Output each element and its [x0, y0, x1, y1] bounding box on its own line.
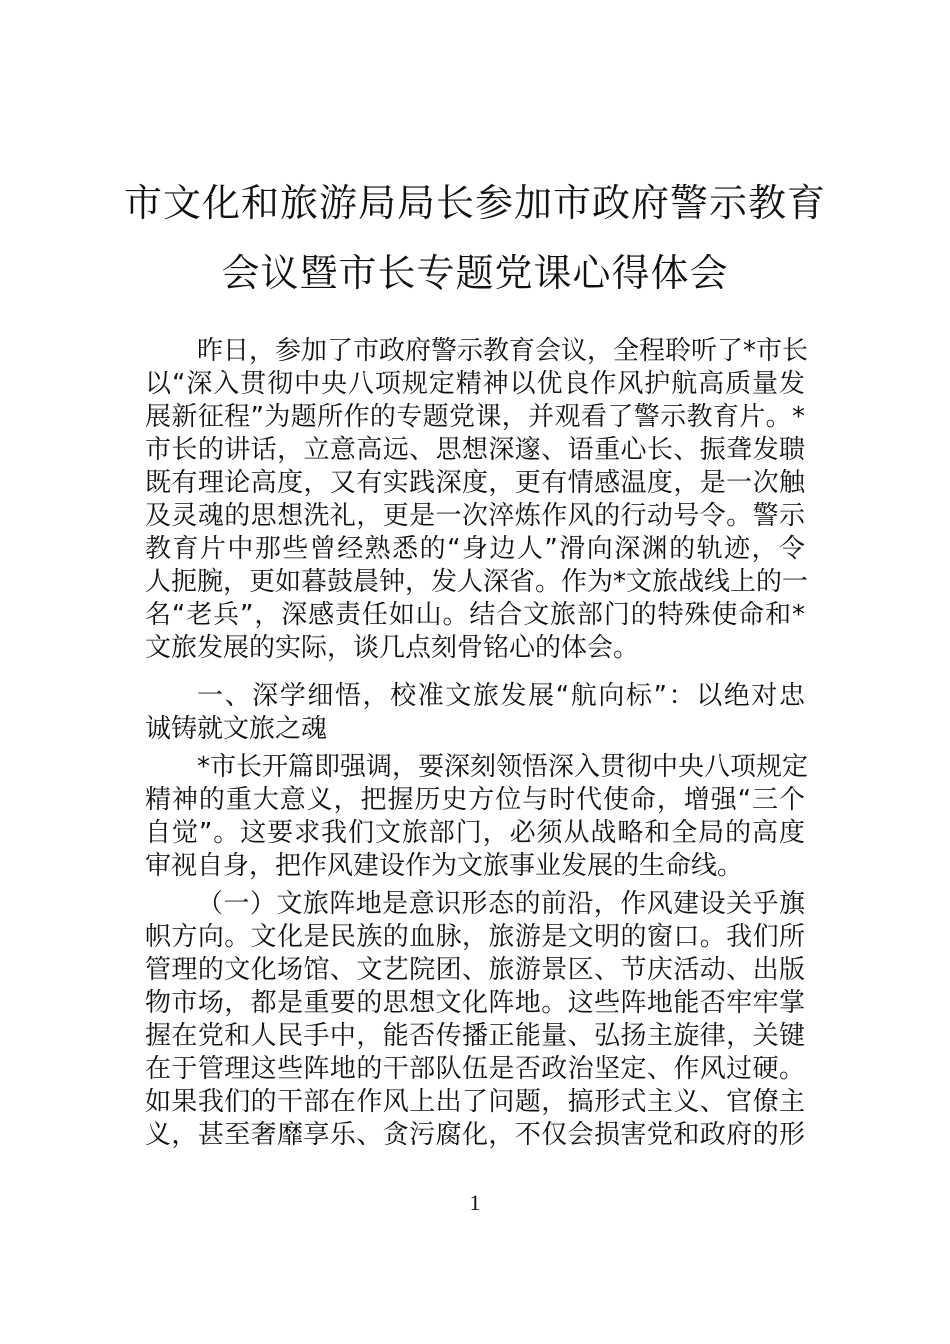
page-number: 1: [469, 1190, 481, 1215]
text-line: （一）文旅阵地是意识形态的前沿，作风建设关乎旗: [197, 889, 805, 919]
text-line: 义，甚至奢靡享乐、贪污腐化，不仅会损害党和政府的形: [145, 1120, 805, 1150]
text-line: 自觉”。这要求我们文旅部门，必须从战略和全局的高度: [145, 818, 805, 848]
heading-section-1: [145, 680, 805, 746]
document-body: [145, 335, 809, 1152]
paragraph-intro: [145, 335, 809, 665]
text-line: 管理的文化场馆、文艺院团、旅游景区、节庆活动、出版: [145, 955, 805, 985]
text-line: 教育片中那些曾经熟悉的“身边人”滑向深渊的轨迹，令: [145, 534, 805, 564]
text-line: 在于管理这些阵地的干部队伍是否政治坚定、作风过硬。: [145, 1054, 805, 1084]
text-line: 帜方向。文化是民族的血脉，旅游是文明的窗口。我们所: [145, 922, 805, 952]
text-line: 如果我们的干部在作风上出了问题，搞形式主义、官僚主: [145, 1087, 805, 1117]
text-line: 展新征程”为题所作的专题党课，并观看了警示教育片。*: [145, 402, 805, 432]
text-line: 市长的讲话，立意高远、思想深邃、语重心长、振聋发聩: [145, 435, 805, 465]
text-line: 以“深入贯彻中央八项规定精神以优良作风护航高质量发: [145, 369, 805, 399]
document-title-line-1: 市文化和旅游局局长参加市政府警示教育: [123, 181, 826, 225]
text-line: 一、深学细悟，校准文旅发展“航向标”：以绝对忠: [197, 681, 805, 711]
text-line: 昨日，参加了市政府警示教育会议，全程聆听了*市长: [197, 336, 809, 366]
text-line: 文旅发展的实际，谈几点刻骨铭心的体会。: [145, 633, 640, 663]
text-line: 及灵魂的思想洗礼，更是一次淬炼作风的行动号令。警示: [145, 501, 805, 531]
text-line: 名“老兵”，深感责任如山。结合文旅部门的特殊使命和*: [145, 600, 805, 630]
text-line: *市长开篇即强调，要深刻领悟深入贯彻中央八项规定: [197, 752, 809, 782]
text-line: 既有理论高度，又有实践深度，更有情感温度，是一次触: [145, 468, 805, 498]
text-line: 审视自身，把作风建设作为文旅事业发展的生命线。: [145, 851, 744, 881]
text-line: 人扼腕，更如暮鼓晨钟，发人深省。作为*文旅战线上的一: [145, 567, 809, 597]
document-title-line-2: 会议暨市长专题党课心得体会: [221, 251, 729, 295]
text-line: 精神的重大意义，把握历史方位与时代使命，增强“三个: [145, 785, 805, 815]
text-line: 物市场，都是重要的思想文化阵地。这些阵地能否牢牢掌: [145, 988, 805, 1018]
text-line: 握在党和人民手中，能否传播正能量、弘扬主旋律，关键: [145, 1021, 805, 1051]
paragraph-section-1: [145, 751, 809, 883]
paragraph-subsection-1: [145, 888, 805, 1152]
text-line: 诚铸就文旅之魂: [145, 714, 328, 744]
